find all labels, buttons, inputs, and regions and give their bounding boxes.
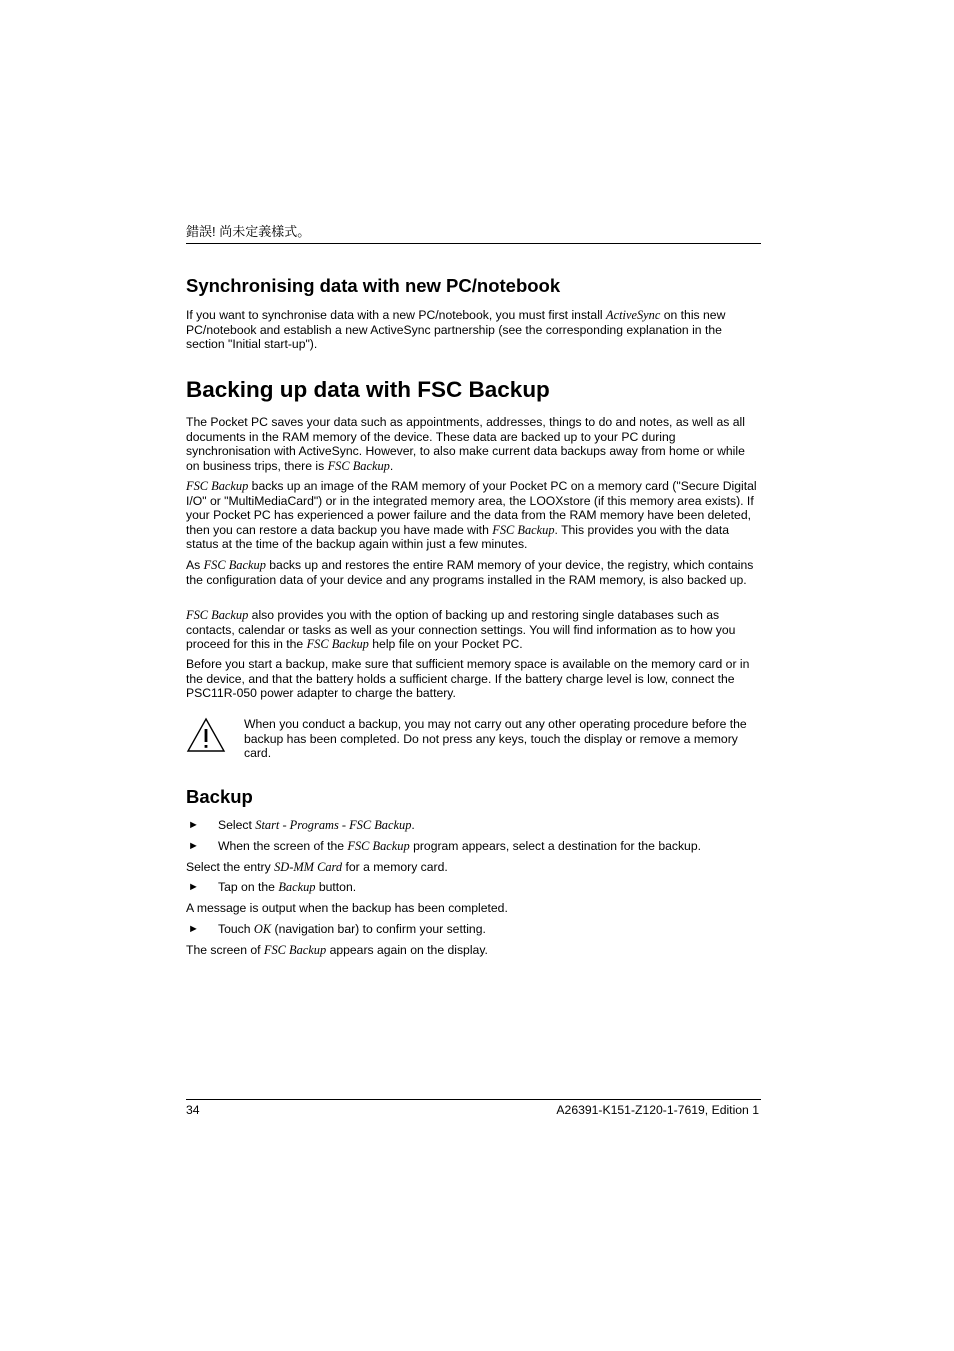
- page-number: 34: [186, 1103, 200, 1117]
- bullet-arrow-icon: ►: [188, 840, 199, 852]
- warning-text: When you conduct a backup, you may not carry out any other operating procedure before the backup has been completed. Do not press any keys, touch the display or remove a memory card.: [244, 717, 747, 760]
- sync-paragraph: If you want to synchronise data with a new PC/notebook, you must first install ActiveSync on this new PC/notebook and establish a new ActiveSync partnership (see the corresponding explanation in the section "Initial start-up").: [186, 308, 726, 351]
- warning-icon: [186, 717, 226, 753]
- running-header: [186, 221, 761, 244]
- running-header-text: 錯誤! 尚未定義樣式。: [186, 224, 311, 239]
- note-screen-appears: The screen of FSC Backup appears again on the display.: [186, 943, 488, 957]
- bullet-arrow-icon: ►: [188, 819, 199, 831]
- backing-paragraph-4: FSC Backup also provides you with the option of backing up and restoring single databases such as contacts, calendar or tasks as well as your connection settings. You will find information as to how you proceed for this in the FSC Backup help file on your Pocket PC.: [186, 608, 736, 651]
- document-id: A26391-K151-Z120-1-7619, Edition 1: [556, 1103, 759, 1117]
- backing-paragraph-5: Before you start a backup, make sure that sufficient memory space is available on the memory card or in the device, and that the battery holds a sufficient charge. If the battery charge level is low, connect the PSC11R-050 power adapter to charge the battery.: [186, 657, 750, 700]
- backup-heading: Backup: [186, 786, 253, 807]
- page-footer: [186, 1099, 761, 1119]
- note-message-output: A message is output when the backup has been completed.: [186, 901, 508, 915]
- note-select-entry: Select the entry SD-MM Card for a memory card.: [186, 860, 448, 874]
- backing-paragraph-1: The Pocket PC saves your data such as appointments, addresses, things to do and notes, as well as all documents in the RAM memory of the device. These data are backed up to your PC during synchronisation with ActiveSync. However, to also make current data backups away from home or while on business trips, there is FSC Backup.: [186, 415, 745, 473]
- backing-heading: Backing up data with FSC Backup: [186, 377, 550, 402]
- bullet-arrow-icon: ►: [188, 923, 199, 935]
- backing-paragraph-2: FSC Backup backs up an image of the RAM memory of your Pocket PC on a memory card ("Secure Digital I/O" or "MultiMediaCard") or in the integrated memory area, the LOOXstore (if this memory area exists). If your Pocket PC has experienced a power failure and the data from the RAM memory have been deleted, then you can restore a data backup you have made with FSC Backup. This provides you with the data status at the time of the backup again within just a few minutes.: [186, 479, 757, 551]
- sync-heading: Synchronising data with new PC/notebook: [186, 275, 561, 296]
- bullet-arrow-icon: ►: [188, 881, 199, 893]
- backing-paragraph-3: As FSC Backup backs up and restores the entire RAM memory of your device, the registry, which contains the configuration data of your device and any programs installed in the RAM memory, is also backed up.: [186, 558, 754, 587]
